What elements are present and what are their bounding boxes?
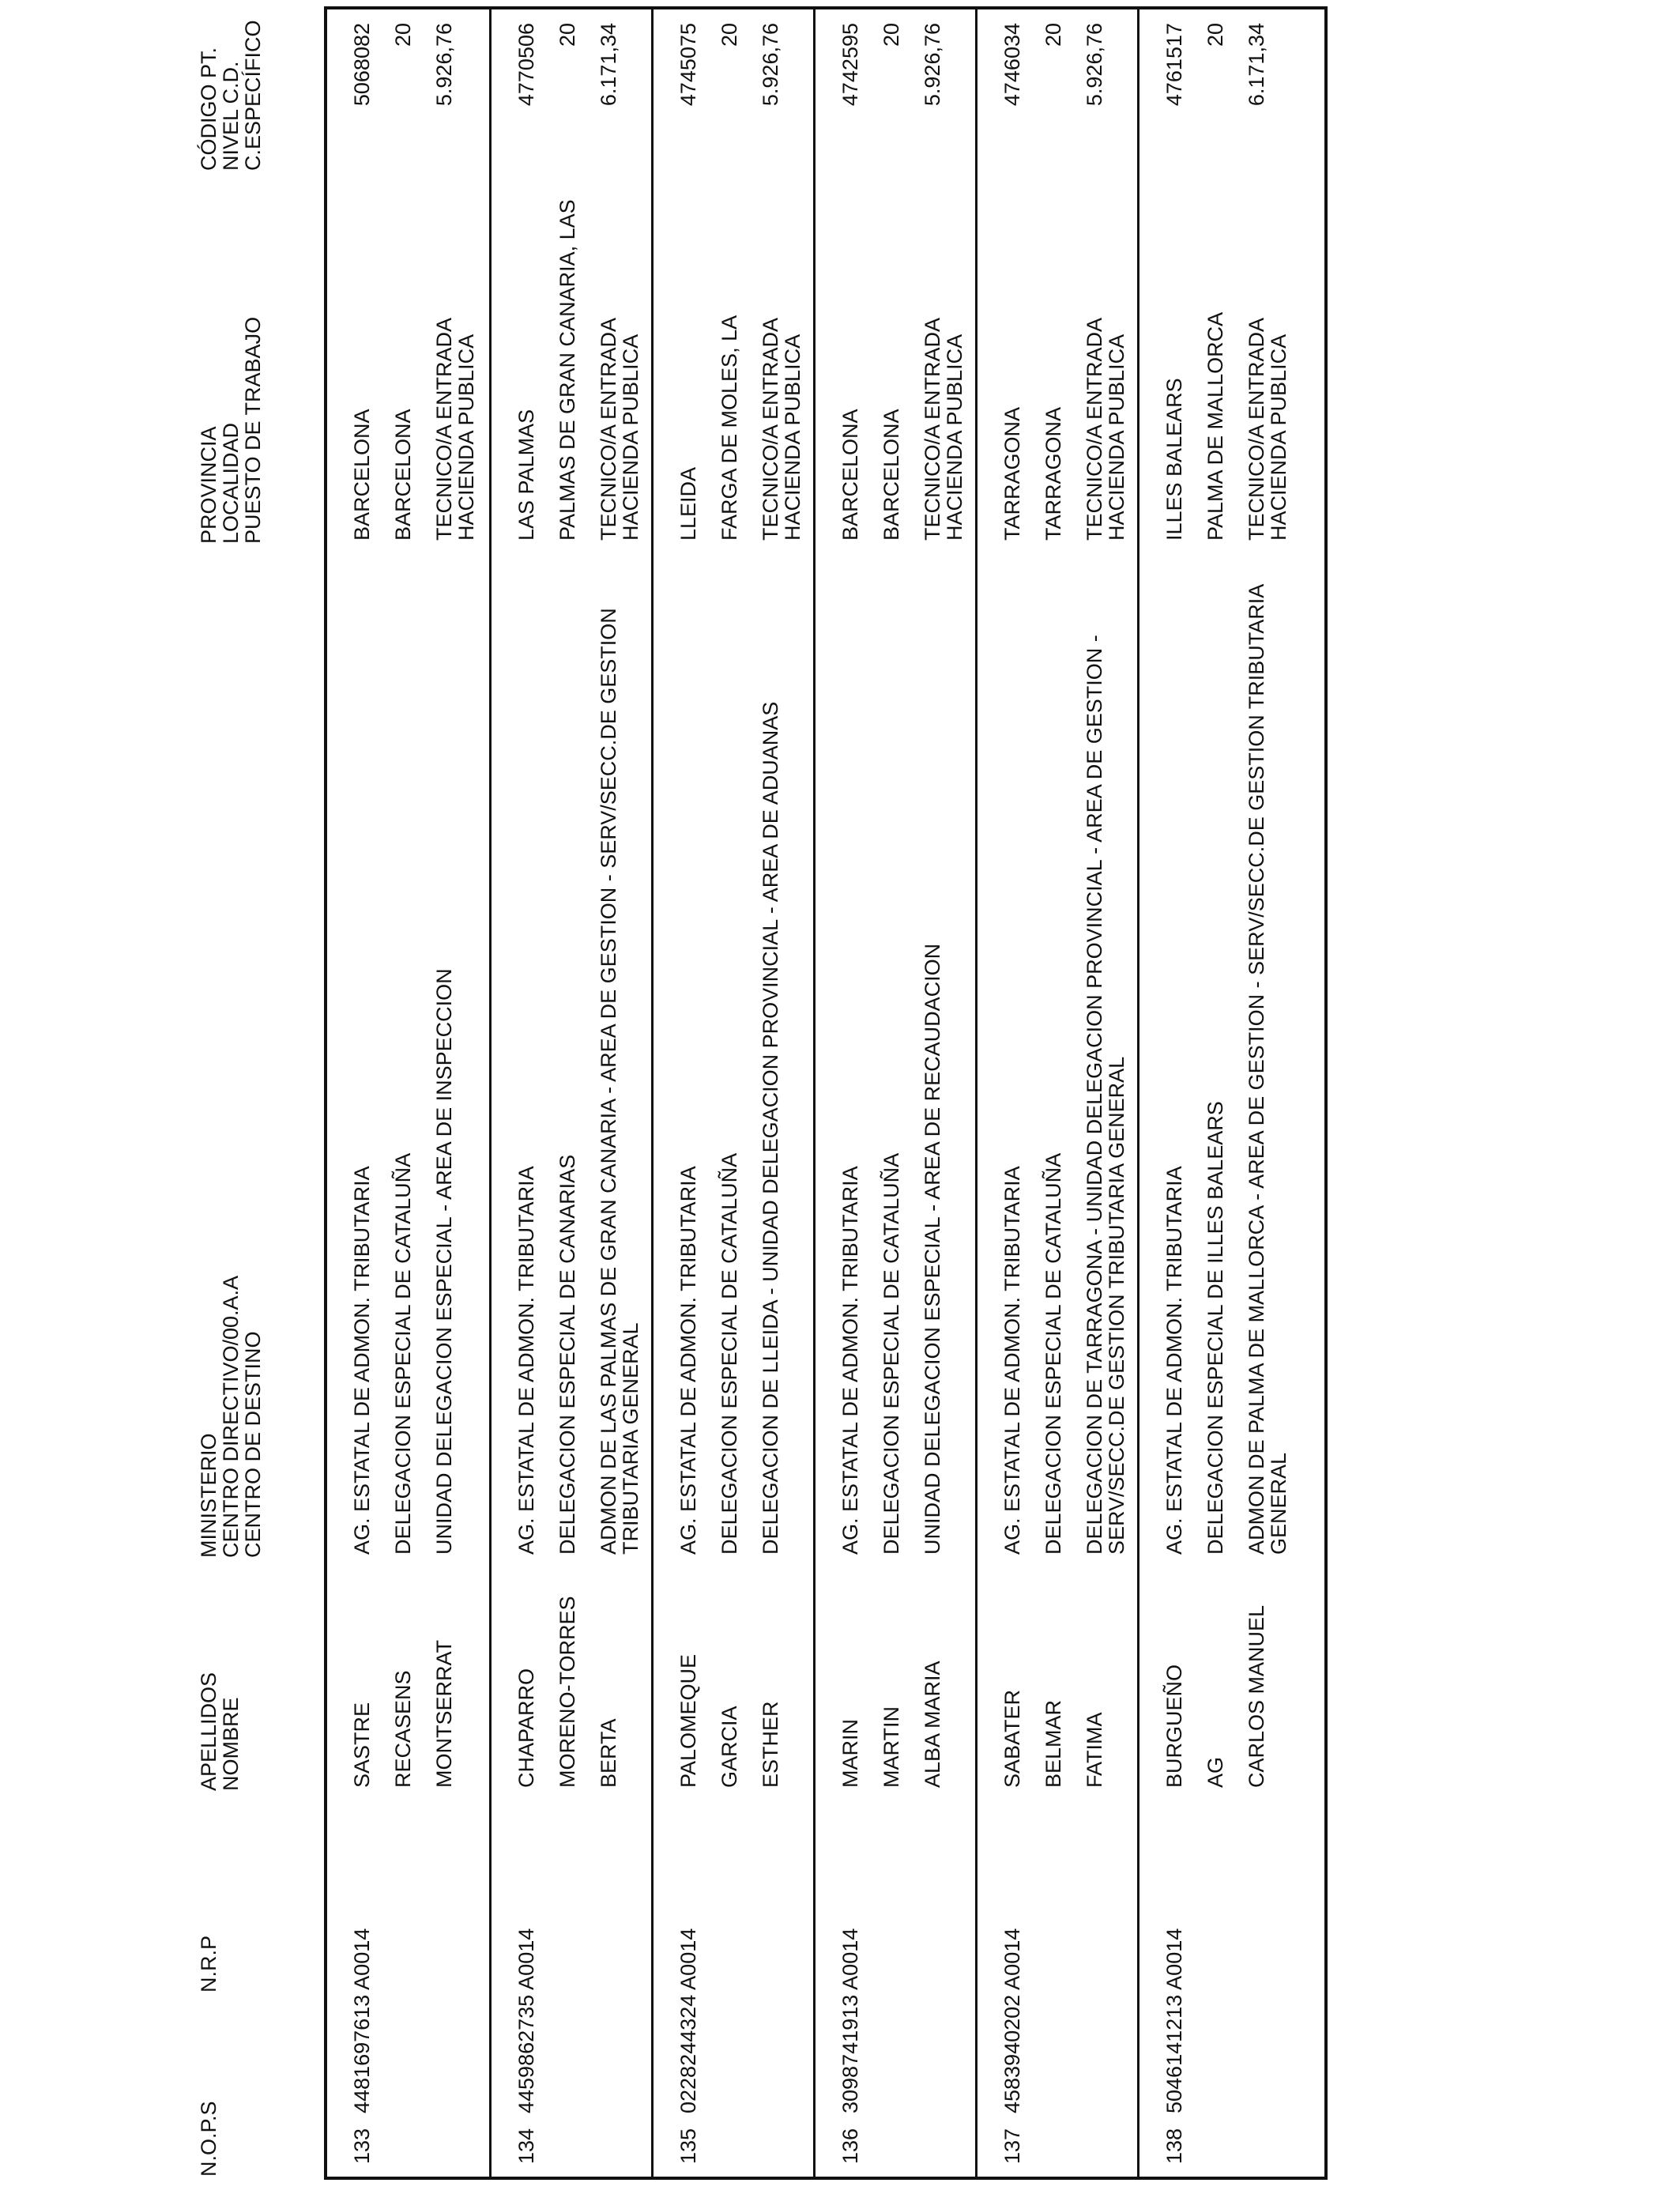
especifico-cell: 5.926,76 xyxy=(921,23,944,107)
header-apellidos-label: APELLIDOS xyxy=(197,1672,220,1791)
apellido2-cell: MARTIN xyxy=(880,1706,903,1788)
nombre-cell: FATIMA xyxy=(1083,1712,1106,1788)
records-table xyxy=(324,6,1328,2180)
provincia-cell: LAS PALMAS xyxy=(514,409,538,541)
apellido2-cell: GARCIA xyxy=(718,1706,741,1788)
nops-cell: 138 xyxy=(1162,2128,1186,2164)
table-row xyxy=(975,9,1137,2177)
localidad-cell: TARRAGONA xyxy=(1042,406,1065,541)
codigo-cell: 5068082 xyxy=(350,23,374,107)
ministerio-cell: AG. ESTATAL DE ADMON. TRIBUTARIA xyxy=(350,1166,374,1555)
apellido1-cell: SABATER xyxy=(1000,1689,1024,1788)
codigo-cell: 4761517 xyxy=(1162,23,1186,107)
nivel-cell: 20 xyxy=(718,23,741,47)
nivel-cell: 20 xyxy=(1042,23,1065,47)
apellido2-cell: RECASENS xyxy=(391,1670,415,1788)
localidad-cell: BARCELONA xyxy=(880,409,903,541)
centro-destino-cell: ADMON DE LAS PALMAS DE GRAN CANARIA - AREA DE GESTION - SERV/SECC.DE GESTION TRIBUTARIA GENERAL xyxy=(597,608,642,1555)
nops-cell: 136 xyxy=(838,2128,862,2164)
centro-directivo-cell: DELEGACION ESPECIAL DE CATALUÑA xyxy=(1042,1152,1065,1555)
header-codigo xyxy=(198,20,264,171)
table-row xyxy=(813,9,975,2177)
header-provincia xyxy=(198,317,264,544)
provincia-cell: ILLES BALEARS xyxy=(1162,378,1186,541)
especifico-cell: 5.926,76 xyxy=(1083,23,1106,107)
table-row xyxy=(489,9,651,2177)
especifico-cell: 6.171,34 xyxy=(597,23,620,107)
nivel-cell: 20 xyxy=(556,23,579,47)
nombre-cell: ALBA MARIA xyxy=(921,1661,944,1788)
puesto-cell: TECNICO/A ENTRADA HACIENDA PUBLICA xyxy=(921,319,966,541)
nombre-cell: ESTHER xyxy=(759,1701,782,1788)
nombre-cell: CARLOS MANUEL xyxy=(1245,1604,1268,1788)
especifico-cell: 5.926,76 xyxy=(759,23,782,107)
localidad-cell: FARGA DE MOLES, LA xyxy=(718,315,741,541)
localidad-cell: PALMAS DE GRAN CANARIA, LAS xyxy=(556,199,579,541)
header-ministerio xyxy=(198,1276,264,1558)
ministerio-cell: AG. ESTATAL DE ADMON. TRIBUTARIA xyxy=(1162,1166,1186,1555)
puesto-cell: TECNICO/A ENTRADA HACIENDA PUBLICA xyxy=(1083,319,1128,541)
centro-destino-cell: DELEGACION DE TARRAGONA - UNIDAD DELEGACION PROVINCIAL - AREA DE GESTION - SERV/SECC.DE GESTION TRIBUTARIA GENERAL xyxy=(1083,635,1128,1555)
provincia-cell: TARRAGONA xyxy=(1000,406,1024,541)
table-row xyxy=(327,9,489,2177)
nivel-cell: 20 xyxy=(880,23,903,47)
ministerio-cell: AG. ESTATAL DE ADMON. TRIBUTARIA xyxy=(676,1166,700,1555)
provincia-cell: BARCELONA xyxy=(838,409,862,541)
centro-directivo-cell: DELEGACION ESPECIAL DE ILLES BALEARS xyxy=(1203,1101,1227,1555)
apellido2-cell: AG xyxy=(1203,1756,1227,1788)
header-nivel-label: NIVEL C.D. xyxy=(219,61,243,171)
header-centro-destino-label: CENTRO DE DESTINO xyxy=(241,1331,265,1558)
codigo-cell: 4746034 xyxy=(1000,23,1024,107)
centro-directivo-cell: DELEGACION ESPECIAL DE CATALUÑA xyxy=(391,1152,415,1555)
apellido1-cell: MARIN xyxy=(838,1719,862,1788)
puesto-cell: TECNICO/A ENTRADA HACIENDA PUBLICA xyxy=(597,319,642,541)
header-nrp-label: N.R.P xyxy=(197,1935,220,1992)
localidad-cell: PALMA DE MALLORCA xyxy=(1203,311,1227,541)
centro-directivo-cell: DELEGACION ESPECIAL DE CATALUÑA xyxy=(718,1152,741,1555)
nrp-cell: 3098741913 A0014 xyxy=(838,1928,862,2113)
puesto-cell: TECNICO/A ENTRADA HACIENDA PUBLICA xyxy=(759,319,804,541)
header-especifico-label: C.ESPECÍFICO xyxy=(241,20,265,171)
apellido2-cell: BELMAR xyxy=(1042,1699,1065,1788)
centro-destino-cell: DELEGACION DE LLEIDA - UNIDAD DELEGACION PROVINCIAL - AREA DE ADUANAS xyxy=(759,701,782,1555)
apellido1-cell: SASTRE xyxy=(350,1702,374,1788)
codigo-cell: 4742595 xyxy=(838,23,862,107)
nops-cell: 133 xyxy=(350,2128,374,2164)
nrp-cell: 4481697613 A0014 xyxy=(350,1928,374,2113)
puesto-cell: TECNICO/A ENTRADA HACIENDA PUBLICA xyxy=(432,319,478,541)
nrp-cell: 4459862735 A0014 xyxy=(514,1928,538,2113)
codigo-cell: 4745075 xyxy=(676,23,700,107)
puesto-cell: TECNICO/A ENTRADA HACIENDA PUBLICA xyxy=(1245,319,1290,541)
header-nrp xyxy=(198,1936,220,1992)
header-nops xyxy=(198,2101,220,2177)
centro-destino-cell: UNIDAD DELEGACION ESPECIAL - AREA DE RECAUDACION xyxy=(921,943,944,1555)
table-row xyxy=(1137,9,1299,2177)
nops-cell: 134 xyxy=(514,2128,538,2164)
ministerio-cell: AG. ESTATAL DE ADMON. TRIBUTARIA xyxy=(1000,1166,1024,1555)
apellido1-cell: PALOMEQUE xyxy=(676,1653,700,1788)
localidad-cell: BARCELONA xyxy=(391,409,415,541)
header-nops-label: N.O.P.S xyxy=(197,2101,220,2177)
header-ministerio-label: MINISTERIO xyxy=(197,1433,220,1558)
header-centro-directivo-label: CENTRO DIRECTIVO/00.A.A xyxy=(219,1275,243,1558)
nops-cell: 135 xyxy=(676,2128,700,2164)
apellido2-cell: MORENO-TORRES xyxy=(556,1596,579,1788)
codigo-cell: 4770506 xyxy=(514,23,538,107)
header-nombre-label: NOMBRE xyxy=(219,1697,243,1791)
header-provincia-label: PROVINCIA xyxy=(197,426,220,544)
especifico-cell: 6.171,34 xyxy=(1245,23,1268,107)
nrp-cell: 5046141213 A0014 xyxy=(1162,1928,1186,2113)
header-puesto-label: PUESTO DE TRABAJO xyxy=(241,316,265,544)
nombre-cell: BERTA xyxy=(597,1718,620,1788)
nombre-cell: MONTSERRAT xyxy=(432,1640,456,1788)
nrp-cell: 0228244324 A0014 xyxy=(676,1928,700,2113)
header-apellidos xyxy=(198,1672,242,1791)
apellido1-cell: BURGUEÑO xyxy=(1162,1664,1186,1788)
centro-destino-cell: UNIDAD DELEGACION ESPECIAL - AREA DE INSPECCION xyxy=(432,968,456,1555)
centro-destino-cell: ADMON DE PALMA DE MALLORCA - AREA DE GESTION - SERV/SECC.DE GESTION TRIBUTARIA GENERAL xyxy=(1245,585,1290,1555)
header-localidad-label: LOCALIDAD xyxy=(219,422,243,544)
table-row xyxy=(651,9,813,2177)
apellido1-cell: CHAPARRO xyxy=(514,1668,538,1788)
ministerio-cell: AG. ESTATAL DE ADMON. TRIBUTARIA xyxy=(514,1166,538,1555)
provincia-cell: BARCELONA xyxy=(350,409,374,541)
nivel-cell: 20 xyxy=(1203,23,1227,47)
centro-directivo-cell: DELEGACION ESPECIAL DE CANARIAS xyxy=(556,1154,579,1555)
nivel-cell: 20 xyxy=(391,23,415,47)
especifico-cell: 5.926,76 xyxy=(432,23,456,107)
ministerio-cell: AG. ESTATAL DE ADMON. TRIBUTARIA xyxy=(838,1166,862,1555)
nrp-cell: 4583940202 A0014 xyxy=(1000,1928,1024,2113)
header-codigo-label: CÓDIGO PT. xyxy=(197,47,220,171)
provincia-cell: LLEIDA xyxy=(676,466,700,541)
centro-directivo-cell: DELEGACION ESPECIAL DE CATALUÑA xyxy=(880,1152,903,1555)
nops-cell: 137 xyxy=(1000,2128,1024,2164)
